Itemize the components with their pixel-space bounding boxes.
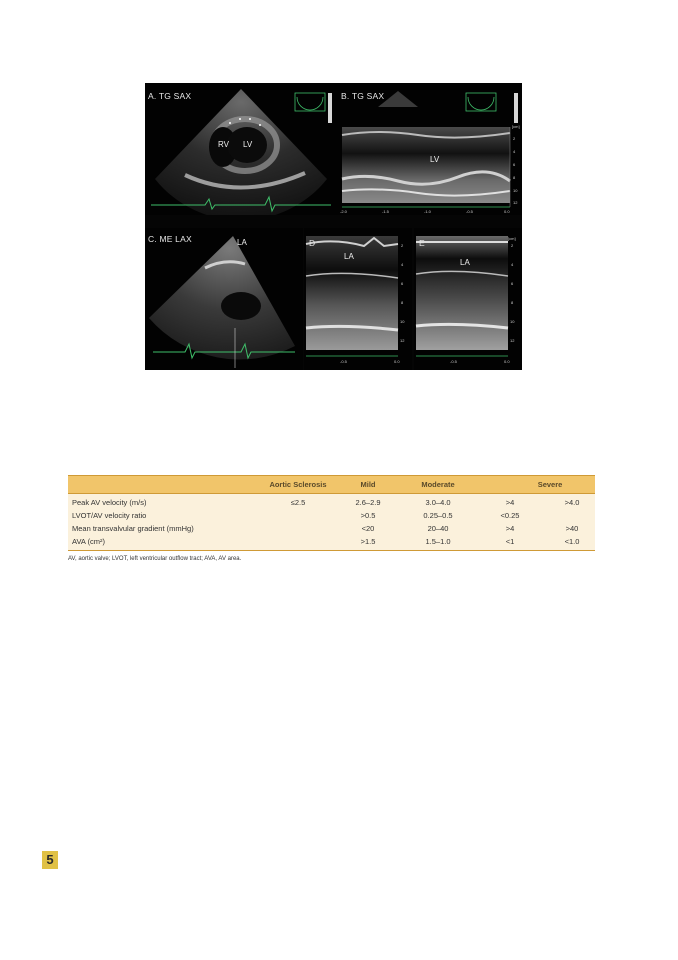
panel-b-time-1: -2.0 (340, 209, 347, 214)
panel-e-time-1: -0.5 (450, 359, 457, 364)
panel-e-depth-10: 10 (510, 319, 515, 324)
cell-sclerosis: ≤2.5 (290, 498, 306, 507)
panel-d-depth-2: 2 (401, 243, 404, 248)
panel-a-lv-label: LV (243, 140, 253, 149)
panel-e-label: E (419, 238, 425, 248)
panel-d-mmode (304, 228, 412, 370)
cell-mild: >0.5 (360, 511, 376, 520)
panel-b-depth-12: 12 (513, 200, 518, 205)
panel-e-mmode (414, 228, 522, 370)
panel-d-depth-12: 12 (400, 338, 405, 343)
header-moderate: Moderate (421, 480, 455, 489)
row-label: AVA (cm²) (72, 537, 106, 546)
cell-moderate: 3.0–4.0 (425, 498, 451, 507)
row-label: Mean transvalvular gradient (mmHg) (72, 524, 194, 533)
cell-severe-1: <1 (505, 537, 515, 546)
panel-a-image (145, 83, 338, 215)
panel-e-time-2: 0.0 (504, 359, 510, 364)
panel-b-time-2: -1.5 (382, 209, 389, 214)
panel-c-me-lax (145, 228, 303, 370)
panel-b-label: B. TG SAX (341, 91, 385, 101)
header-severe: Severe (537, 480, 563, 489)
panel-b-depth-4: 4 (513, 149, 516, 154)
panel-a-rv-label: RV (218, 140, 229, 149)
panel-e-unit: [cm] (508, 236, 516, 241)
panel-b-tg-sax-mmode (338, 83, 522, 215)
panel-d-time-1: -0.5 (340, 359, 347, 364)
panel-d-depth-8: 8 (401, 300, 404, 305)
aortic-stenosis-table (68, 475, 595, 551)
panel-c-label: C. ME LAX (148, 234, 192, 244)
page-number: 5 (42, 851, 58, 869)
cell-severe-1: >4 (505, 524, 515, 533)
panel-b-depth-10: 10 (513, 188, 518, 193)
panel-b-image (338, 83, 522, 215)
panel-d-depth-4: 4 (401, 262, 404, 267)
panel-e-depth-2: 2 (511, 243, 514, 248)
panel-a-label: A. TG SAX (148, 91, 192, 101)
panel-c-la-label: LA (237, 238, 247, 247)
panel-d-depth-10: 10 (400, 319, 405, 324)
cell-mild: >1.5 (360, 537, 376, 546)
cell-moderate: 20–40 (427, 524, 449, 533)
cell-severe-2: >4.0 (564, 498, 580, 507)
cell-severe-2: >40 (565, 524, 579, 533)
cell-severe-1: >4 (505, 498, 515, 507)
panel-a-tg-sax (145, 83, 338, 215)
panel-b-lv-label: LV (430, 155, 440, 164)
panel-e-la-label: LA (460, 258, 470, 267)
panel-b-time-4: -0.5 (466, 209, 473, 214)
row-label: Peak AV velocity (m/s) (72, 498, 147, 507)
panel-b-time-5: 0.0 (504, 209, 510, 214)
panel-d-depth-6: 6 (401, 281, 404, 286)
row-label: LVOT/AV velocity ratio (72, 511, 147, 520)
panel-d-la-label: LA (344, 252, 354, 261)
panel-b-depth-8: 8 (513, 175, 516, 180)
table-footnote: AV, aortic valve; LVOT, left ventricular outflow tract; AVA, AV area. (68, 556, 242, 562)
cell-severe-2: <1.0 (564, 537, 580, 546)
cell-severe-1: <0.25 (500, 511, 520, 520)
panel-e-image (414, 228, 522, 370)
panel-c-image (145, 228, 303, 370)
panel-d-label: D (309, 238, 316, 248)
echocardiography-figure (145, 83, 522, 370)
panel-b-depth-6: 6 (513, 162, 516, 167)
cell-mild: <20 (361, 524, 375, 533)
cell-mild: 2.6–2.9 (355, 498, 381, 507)
table-body (68, 494, 595, 551)
panel-e-depth-8: 8 (511, 300, 514, 305)
panel-b-time-3: -1.0 (424, 209, 431, 214)
header-aortic-sclerosis: Aortic Sclerosis (269, 480, 327, 489)
panel-b-unit: [cm] (512, 124, 520, 129)
header-mild: Mild (360, 480, 376, 489)
panel-d-image (304, 228, 412, 370)
panel-d-time-2: 0.0 (394, 359, 400, 364)
panel-e-depth-6: 6 (511, 281, 514, 286)
panel-e-depth-12: 12 (510, 338, 515, 343)
panel-e-depth-4: 4 (511, 262, 514, 267)
cell-moderate: 0.25–0.5 (423, 511, 453, 520)
table-header-row (68, 475, 595, 494)
cell-moderate: 1.5–1.0 (425, 537, 451, 546)
panel-b-depth-2: 2 (513, 136, 516, 141)
